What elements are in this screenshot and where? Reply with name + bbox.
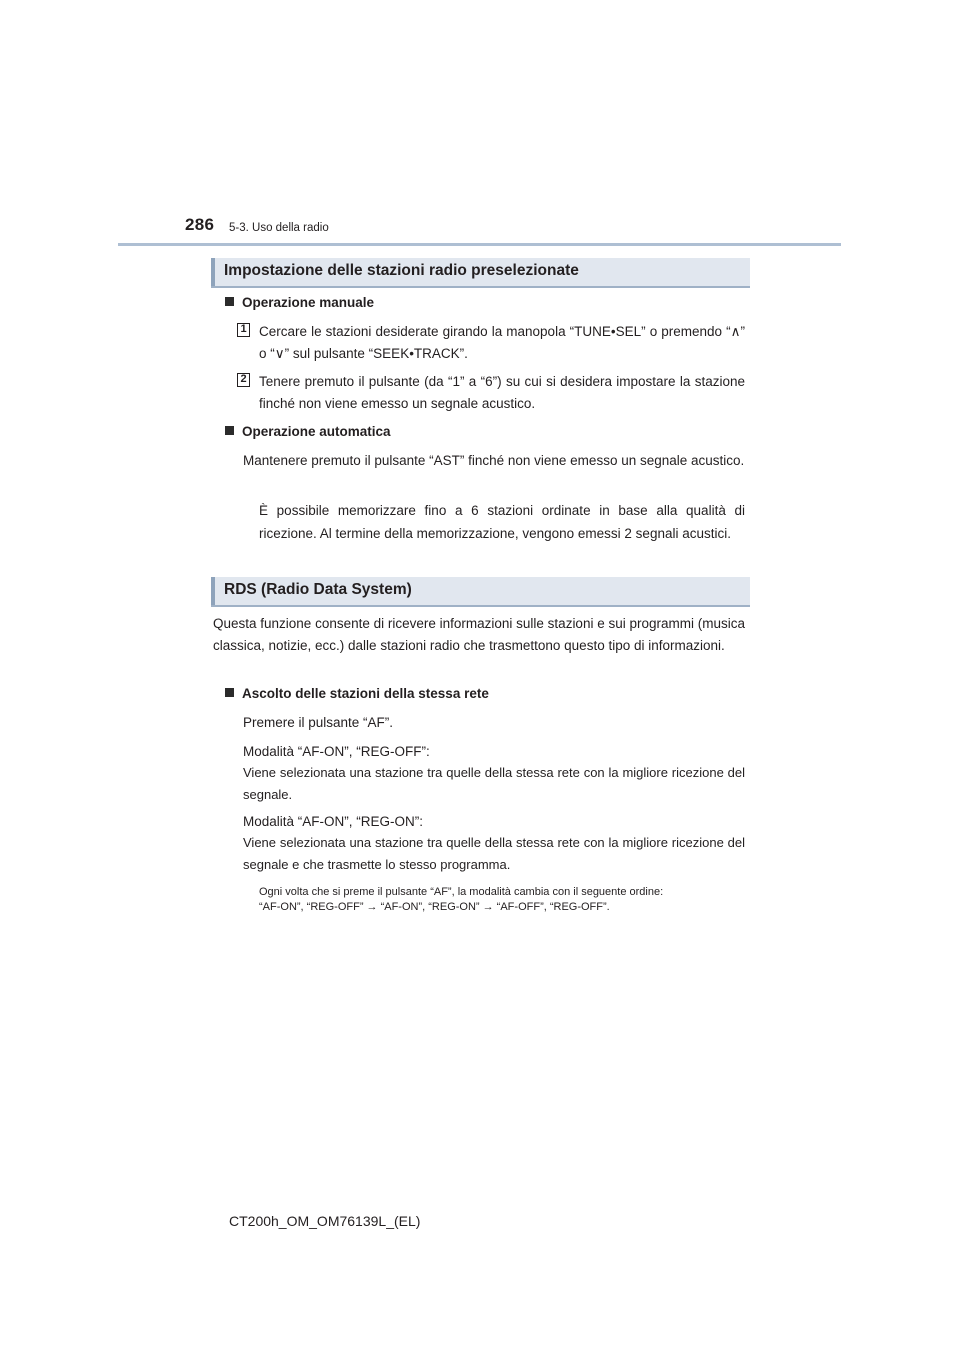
section-title: Impostazione delle stazioni radio preselezionate: [224, 262, 579, 279]
footer-document-code: CT200h_OM_OM76139L_(EL): [229, 1213, 421, 1229]
mode1-label: Modalità “AF-ON”, “REG-OFF”:: [243, 744, 430, 759]
mode1-text: Viene selezionata una stazione tra quelle della stessa rete con la migliore ricezione del segnale.: [243, 765, 745, 802]
subheading-label: Ascolto delle stazioni della stessa rete: [242, 686, 489, 701]
rds-intro: Questa funzione consente di ricevere informazioni sulle stazioni e sui programmi (musica classica, notizie, ecc.) dalle stazioni radio che trasmettono questo tipo di informazioni.: [213, 616, 745, 653]
mode2-text: Viene selezionata una stazione tra quelle della stessa rete con la migliore ricezione del segnale e che trasmette lo stesso programma.: [243, 835, 745, 872]
subheading-manual: [225, 295, 374, 310]
automatic-note: È possibile memorizzare fino a 6 stazioni ordinate in base alla qualità di ricezione. Al termine della memorizzazione, vengono emessi 2 segnali acustici.: [259, 503, 745, 541]
mode2-label: Modalità “AF-ON”, “REG-ON”:: [243, 814, 424, 829]
step-text-1: Cercare le stazioni desiderate girando la manopola “TUNE•SEL” o premendo “∧” o “∨” sul pulsante “SEEK•TRACK”.: [259, 324, 745, 361]
square-bullet-icon: [225, 426, 234, 435]
subheading-label: Operazione manuale: [242, 295, 375, 310]
page-number: 286: [185, 215, 215, 234]
breadcrumb: 5-3. Uso della radio: [229, 222, 329, 234]
section-title: RDS (Radio Data System): [224, 581, 412, 598]
af-note-line-2: “AF-ON”, “REG-OFF” → “AF-ON”, “REG-ON” → “AF-OFF”, “REG-OFF”.: [259, 901, 610, 913]
step-badge-1: 1: [237, 323, 250, 337]
section-header-presets: [211, 258, 750, 288]
step-badge-2: 2: [237, 373, 250, 387]
subheading-listening: [225, 686, 489, 701]
automatic-text: Mantenere premuto il pulsante “AST” finché non viene emesso un segnale acustico.: [243, 453, 745, 468]
step-text-2: Tenere premuto il pulsante (da “1” a “6”) su cui si desidera impostare la stazione finché non viene emesso un segnale acustico.: [259, 374, 745, 411]
square-bullet-icon: [225, 297, 234, 306]
subheading-label: Operazione automatica: [242, 424, 391, 439]
section-header-rds: [211, 577, 750, 607]
subheading-automatic: [225, 424, 391, 439]
af-note-line-1: Ogni volta che si preme il pulsante “AF”, la modalità cambia con il seguente ordine:: [259, 886, 664, 898]
header-rule: [118, 243, 841, 246]
press-af-text: Premere il pulsante “AF”.: [243, 715, 394, 730]
square-bullet-icon: [225, 688, 234, 697]
